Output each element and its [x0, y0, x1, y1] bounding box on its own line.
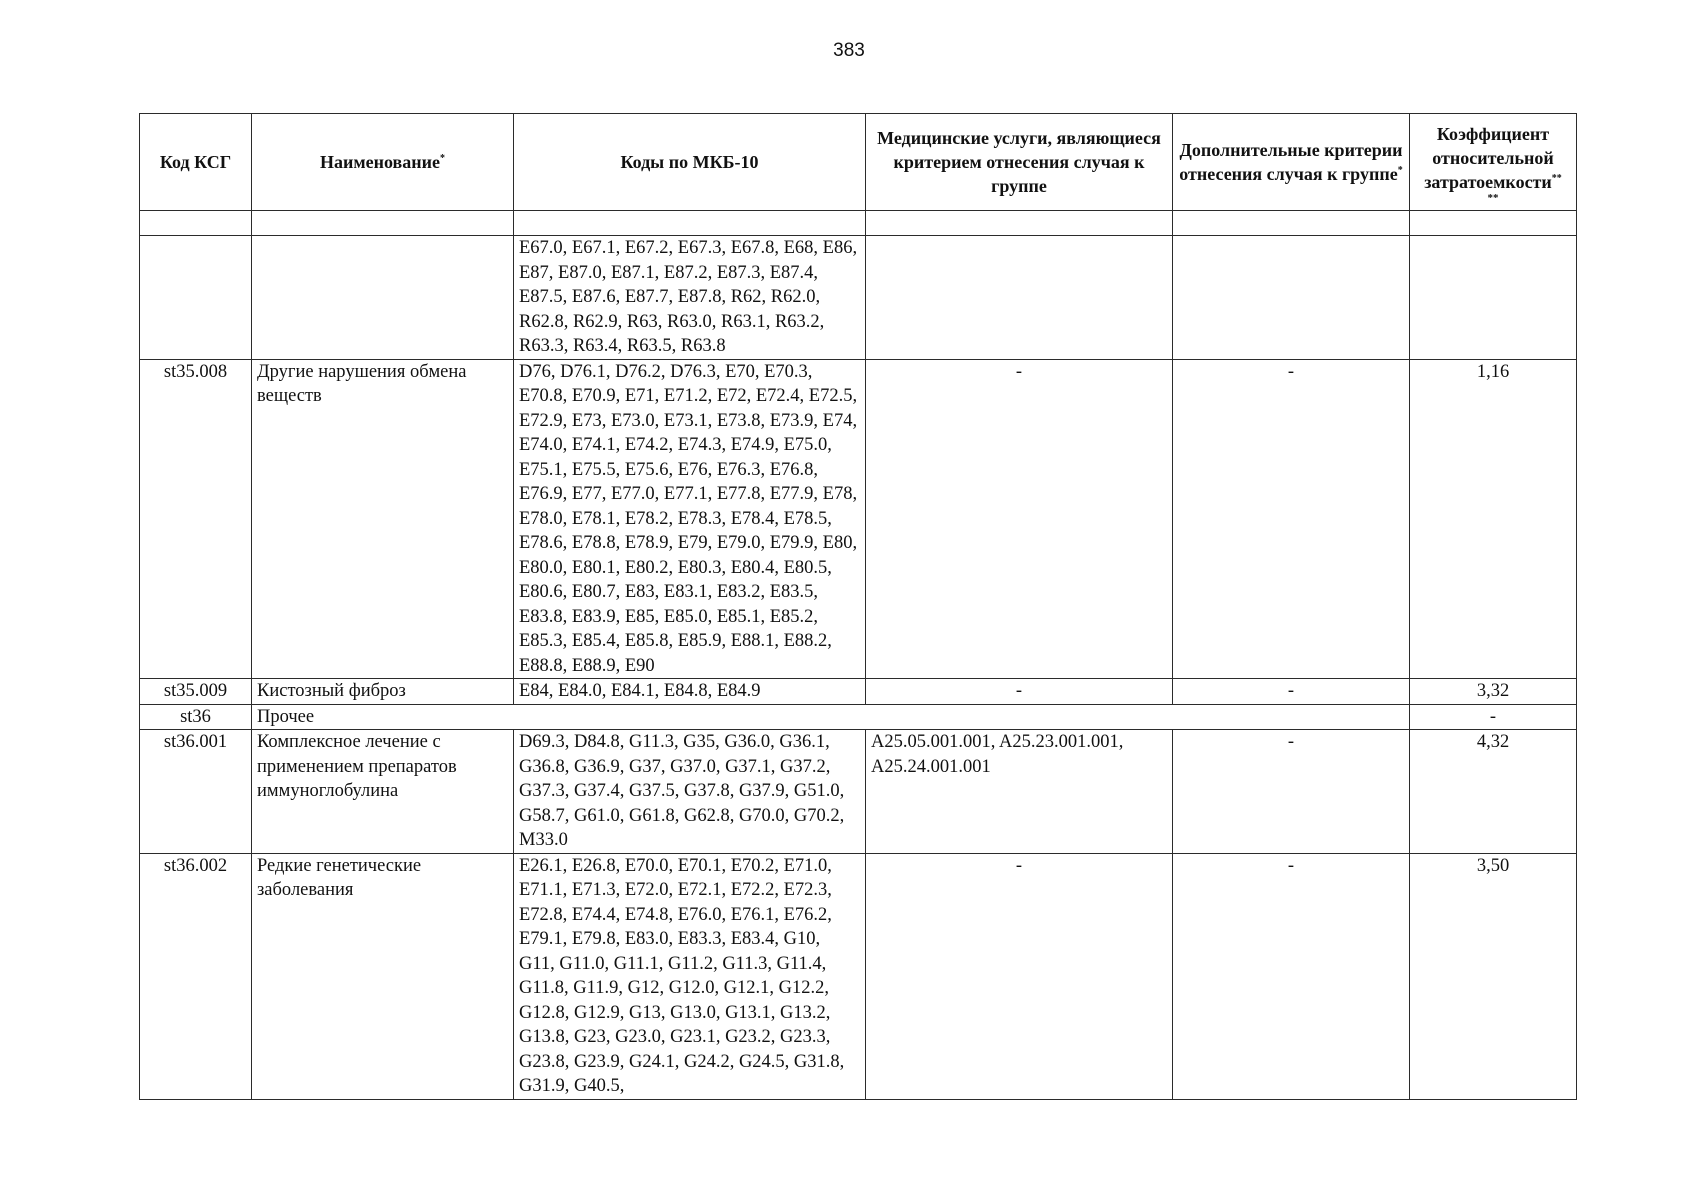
- cell-mkb: E26.1, E26.8, E70.0, E70.1, E70.2, E71.0, E71.1, E71.3, E72.0, E72.1, E72.2, E72.3, E72.8, E74.4, E74.8, E76.0, E76.1, E76.2, E79.1, E79.8, E83.0, E83.3, E83.4, G10, G11, G11.0, G11.1, G11.2, G11.3, G11.4, G11.8, G11.9, G12, G12.0, G12.1, G12.2, G12.8, G12.9, G13, G13.0, G13.1, G13.2, G13.8, G23, G23.0, G23.1, G23.2, G23.3, G23.8, G23.9, G24.1, G24.2, G24.5, G31.8, G31.9, G40.5,: [514, 853, 866, 1099]
- header-name: Наименование*: [252, 114, 514, 211]
- table-row: [140, 853, 1577, 1099]
- footnote-mark: **: [1551, 172, 1562, 184]
- cell-coef: 3,50: [1410, 853, 1577, 1099]
- cell-services: -: [866, 359, 1173, 679]
- cell-coef: 1,16: [1410, 359, 1577, 679]
- cell-coef: 4,32: [1410, 730, 1577, 854]
- cell-additional: [1173, 236, 1410, 360]
- cell-name: Кистозный фиброз: [252, 679, 514, 705]
- header-mkb: Коды по МКБ-10: [514, 114, 866, 211]
- section-row: [140, 704, 1577, 730]
- cell-code: st35.008: [140, 359, 252, 679]
- cell-mkb: D76, D76.1, D76.2, D76.3, E70, E70.3, E70.8, E70.9, E71, E71.2, E72, E72.4, E72.5, E72.9, E73, E73.0, E73.1, E73.8, E73.9, E74, E74.0, E74.1, E74.2, E74.3, E74.9, E75.0, E75.1, E75.5, E75.6, E76, E76.3, E76.8, E76.9, E77, E77.0, E77.1, E77.8, E77.9, E78, E78.0, E78.1, E78.2, E78.3, E78.4, E78.5, E78.6, E78.8, E78.9, E79, E79.0, E79.9, E80, E80.0, E80.1, E80.2, E80.3, E80.4, E80.5, E80.6, E80.7, E83, E83.1, E83.2, E83.5, E83.8, E83.9, E85, E85.0, E85.1, E85.2, E85.3, E85.4, E85.8, E85.9, E88.1, E88.2, E88.8, E88.9, E90: [514, 359, 866, 679]
- cell-code: [140, 236, 252, 360]
- cell-services: [866, 236, 1173, 360]
- cell-code: st35.009: [140, 679, 252, 705]
- cell-additional: -: [1173, 359, 1410, 679]
- ksg-table: [139, 113, 1577, 1100]
- cell-services: A25.05.001.001, A25.23.001.001, A25.24.001.001: [866, 730, 1173, 854]
- cell-section-name: Прочее: [252, 704, 1410, 730]
- cell-name: Редкие генетические заболевания: [252, 853, 514, 1099]
- cell-mkb: D69.3, D84.8, G11.3, G35, G36.0, G36.1, G36.8, G36.9, G37, G37.0, G37.1, G37.2, G37.3, G37.4, G37.5, G37.8, G37.9, G51.0, G58.7, G61.0, G61.8, G62.8, G70.0, G70.2, M33.0: [514, 730, 866, 854]
- cell-name: Другие нарушения обмена веществ: [252, 359, 514, 679]
- header-coef: Коэффициент относительной затратоемкости** **: [1410, 114, 1577, 211]
- cell-code: st36: [140, 704, 252, 730]
- header-code: Код КСГ: [140, 114, 252, 211]
- cell-coef: -: [1410, 704, 1577, 730]
- header-additional: Дополнительные критерии отнесения случая к группе*: [1173, 114, 1410, 211]
- page-number: 383: [833, 40, 865, 61]
- header-services: Медицинские услуги, являющиеся критерием отнесения случая к группе: [866, 114, 1173, 211]
- table-header-row: [140, 114, 1577, 211]
- cell-coef: 3,32: [1410, 679, 1577, 705]
- cell-mkb: E84, E84.0, E84.1, E84.8, E84.9: [514, 679, 866, 705]
- cell-additional: -: [1173, 730, 1410, 854]
- cell-code: st36.001: [140, 730, 252, 854]
- cell-additional: -: [1173, 679, 1410, 705]
- cell-code: st36.002: [140, 853, 252, 1099]
- table-row: [140, 236, 1577, 360]
- cell-services: -: [866, 679, 1173, 705]
- footnote-mark: *: [440, 153, 445, 164]
- cell-additional: -: [1173, 853, 1410, 1099]
- table-row: [140, 359, 1577, 679]
- cell-services: -: [866, 853, 1173, 1099]
- table-row: [140, 730, 1577, 854]
- cell-name: [252, 236, 514, 360]
- table-row: [140, 679, 1577, 705]
- cell-coef: [1410, 236, 1577, 360]
- cell-name: Комплексное лечение с применением препаратов иммуноглобулина: [252, 730, 514, 854]
- footnote-mark: **: [1487, 191, 1499, 204]
- footnote-mark: *: [1397, 165, 1403, 176]
- spacer-row: [140, 211, 1577, 236]
- cell-mkb: E67.0, E67.1, E67.2, E67.3, E67.8, E68, E86, E87, E87.0, E87.1, E87.2, E87.3, E87.4, E87.5, E87.6, E87.7, E87.8, R62, R62.0, R62.8, R62.9, R63, R63.0, R63.1, R63.2, R63.3, R63.4, R63.5, R63.8: [514, 236, 866, 360]
